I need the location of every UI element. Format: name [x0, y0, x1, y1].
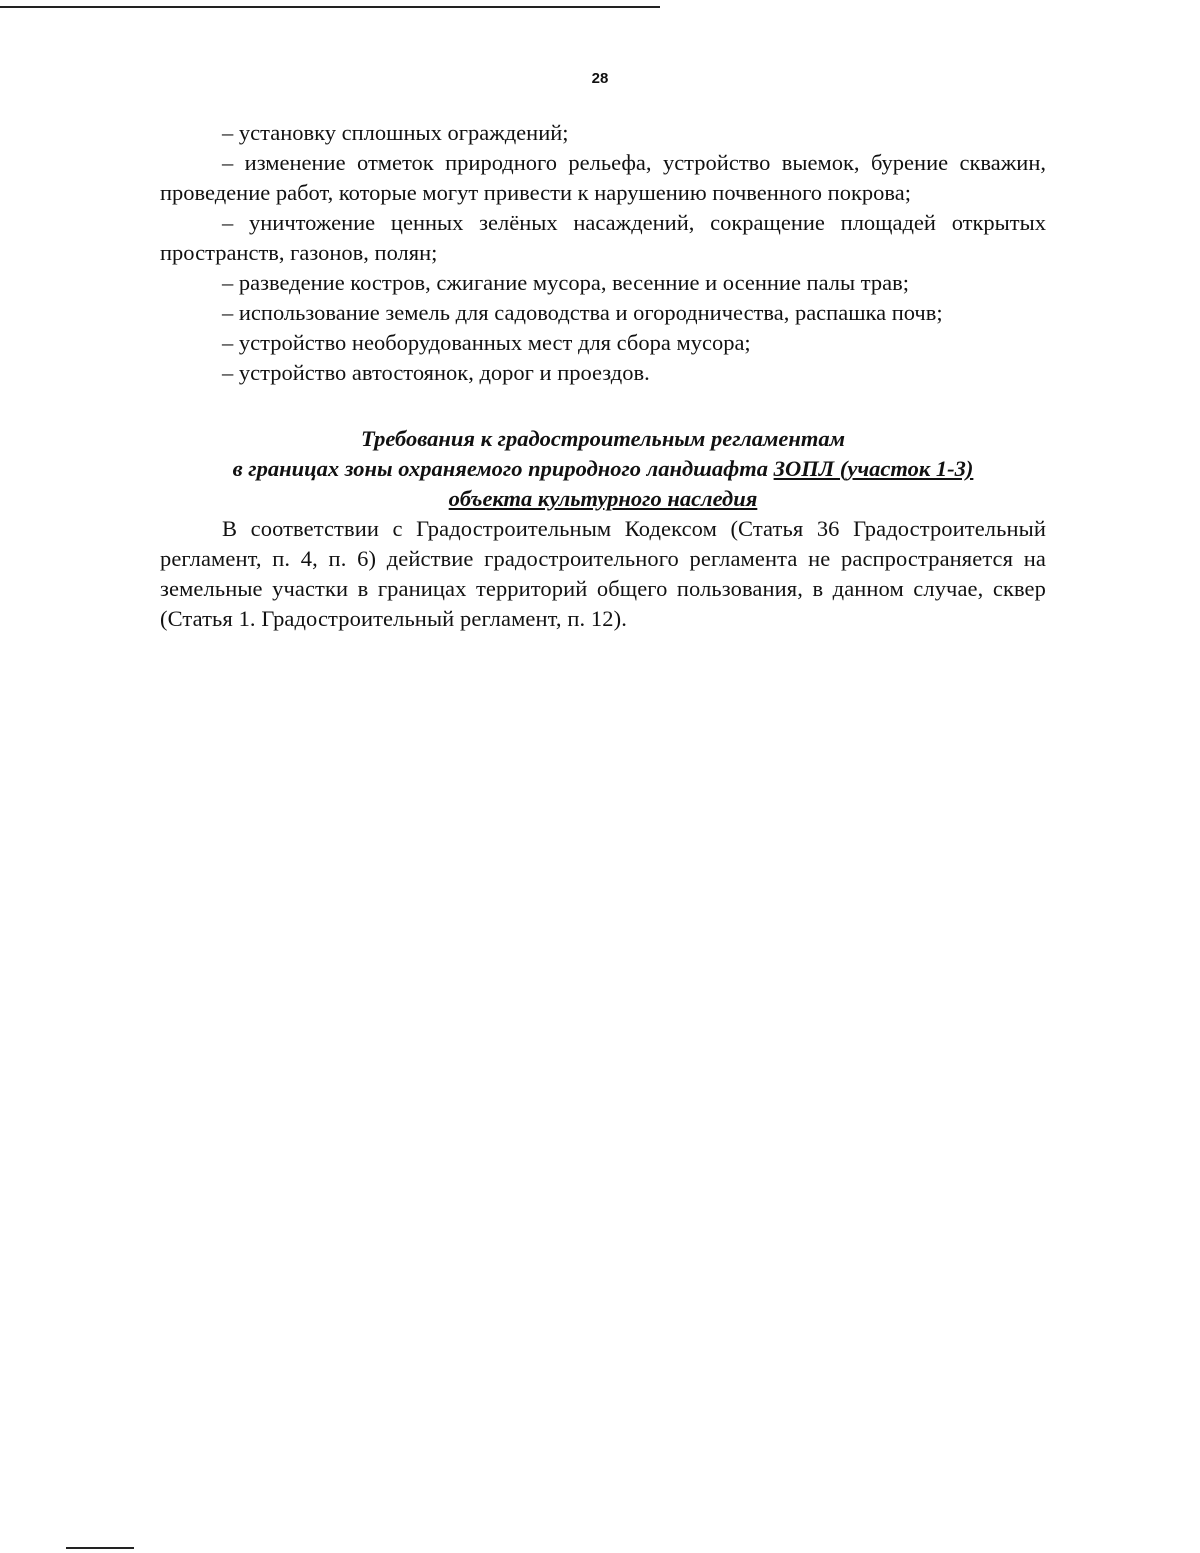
section-heading-line-1: Требования к градостроительным регламентам [360, 426, 846, 451]
section-body-paragraph: В соответствии с Градостроительным Кодексом (Статья 36 Градостроительный регламент, п. 4, п. 6) действие градостроительного регламента не распространяется на земельные участки в границах территорий общего пользования, в данном случае, сквер (Статья 1. Градостроительный регламент, п. 12). [160, 516, 1046, 631]
section-heading-line-2-text: в границах зоны охраняемого природного ландшафта [232, 456, 774, 481]
section-heading-line-2 [160, 454, 1046, 484]
list-item: – устройство необорудованных мест для сбора мусора; [222, 330, 751, 355]
section-heading-line-3: объекта культурного наследия [448, 486, 758, 511]
list-item: – устройство автостоянок, дорог и проездов. [222, 360, 650, 385]
scan-edge-line-top [0, 6, 660, 8]
page-number: 28 [591, 70, 609, 87]
document-body [160, 118, 1046, 634]
scan-edge-line-bottom [66, 1547, 134, 1549]
list-item: – разведение костров, сжигание мусора, весенние и осенние палы трав; [222, 270, 909, 295]
zone-code: ЗОПЛ (участок 1-3) [773, 456, 974, 481]
section-heading [160, 424, 1046, 514]
list-item: – изменение отметок природного рельефа, устройство выемок, бурение скважин, проведение работ, которые могут привести к нарушению почвенного покрова; [160, 150, 1046, 205]
list-item: – установку сплошных ограждений; [222, 120, 569, 145]
list-item: – использование земель для садоводства и огородничества, распашка почв; [222, 300, 943, 325]
list-item: – уничтожение ценных зелёных насаждений, сокращение площадей открытых пространств, газонов, полян; [160, 210, 1046, 265]
